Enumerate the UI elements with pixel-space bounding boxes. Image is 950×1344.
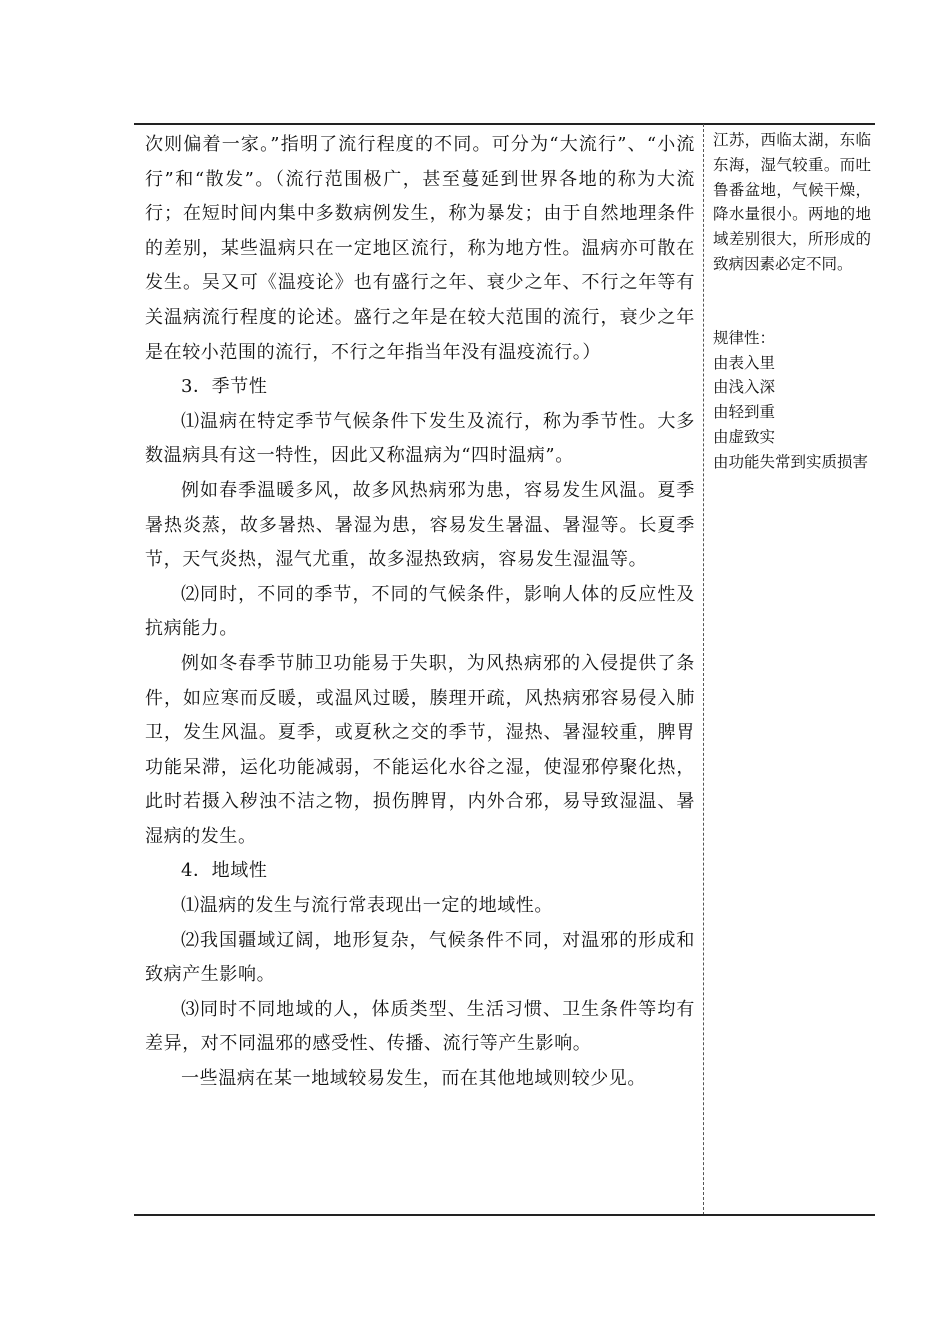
side-note-rule-item: 由功能失常到实质损害 bbox=[713, 452, 869, 471]
column-divider bbox=[703, 124, 704, 1215]
side-notes-column bbox=[713, 128, 871, 475]
side-note-rule-item: 由表入里 bbox=[713, 353, 776, 372]
paragraph-regionality-2: ⑵我国疆域辽阔，地形复杂，气候条件不同，对温邪的形成和致病产生影响。 bbox=[145, 929, 695, 986]
side-note-rule-item: 由轻到重 bbox=[713, 403, 776, 422]
top-rule bbox=[134, 123, 875, 125]
paragraph-regionality-1: ⑴温病的发生与流行常表现出一定的地域性。 bbox=[181, 895, 553, 917]
paragraph-seasonality-example: 例如春季温暖多风，故多风热病邪为患，容易发生风温。夏季暑热炎蒸，故多暑热、暑湿为患，容易发生暑温、暑湿等。长夏季节，天气炎热，湿气尤重，故多湿热致病，容易发生湿温等。 bbox=[145, 479, 695, 571]
paragraph-regionality-3: ⑶同时不同地域的人，体质类型、生活习惯、卫生条件等均有差异，对不同温邪的感受性、传播、流行等产生影响。 bbox=[145, 998, 695, 1055]
heading-seasonality: 3．季节性 bbox=[181, 376, 268, 398]
paragraph-seasonality-1: ⑴温病在特定季节气候条件下发生及流行，称为季节性。大多数温病具有这一特性，因此又称温病为“四时温病”。 bbox=[145, 410, 695, 467]
side-note-regional-difference: 江苏，西临太湖，东临东海，湿气较重。而吐鲁番盆地，气候干燥，降水量很小。两地的地域差别很大，所形成的致病因素必定不同。 bbox=[713, 131, 871, 273]
side-note-rule-title: 规律性： bbox=[713, 328, 776, 347]
bottom-rule bbox=[134, 1214, 875, 1216]
paragraph-seasonality-example-2: 例如冬春季节肺卫功能易于失职，为风热病邪的入侵提供了条件，如应寒而反暖，或温风过暖，腠理开疏，风热病邪容易侵入肺卫，发生风温。夏季，或夏秋之交的季节，湿热、暑湿较重，脾胃功能呆滞，运化功能减弱，不能运化水谷之湿，使湿邪停聚化热，此时若摄入秽浊不洁之物，损伤脾胃，内外合邪，易导致湿温、暑湿病的发生。 bbox=[145, 652, 695, 847]
main-text-column bbox=[145, 128, 695, 1097]
side-note-spacer bbox=[713, 277, 871, 326]
paragraph-seasonality-2: ⑵同时，不同的季节，不同的气候条件，影响人体的反应性及抗病能力。 bbox=[145, 583, 695, 640]
side-note-rule-item: 由虚致实 bbox=[713, 427, 776, 446]
side-note-rule-item: 由浅入深 bbox=[713, 378, 776, 397]
heading-regionality: 4．地域性 bbox=[181, 860, 268, 882]
paragraph-epidemic-degree: 次则偏着一家。”指明了流行程度的不同。可分为“大流行”、“小流行”和“散发”。（流行范围极广，甚至蔓延到世界各地的称为大流行；在短时间内集中多数病例发生，称为暴发；由于自然地理条件的差别，某些温病只在一定地区流行，称为地方性。温病亦可散在发生。吴又可《温疫论》也有盛行之年、衰少之年、不行之年等有关温病流行程度的论述。盛行之年是在较大范围的流行，衰少之年是在较小范围的流行，不行之年指当年没有温疫流行。） bbox=[145, 134, 695, 363]
paragraph-regionality-4: 一些温病在某一地域较易发生，而在其他地域则较少见。 bbox=[181, 1068, 646, 1090]
